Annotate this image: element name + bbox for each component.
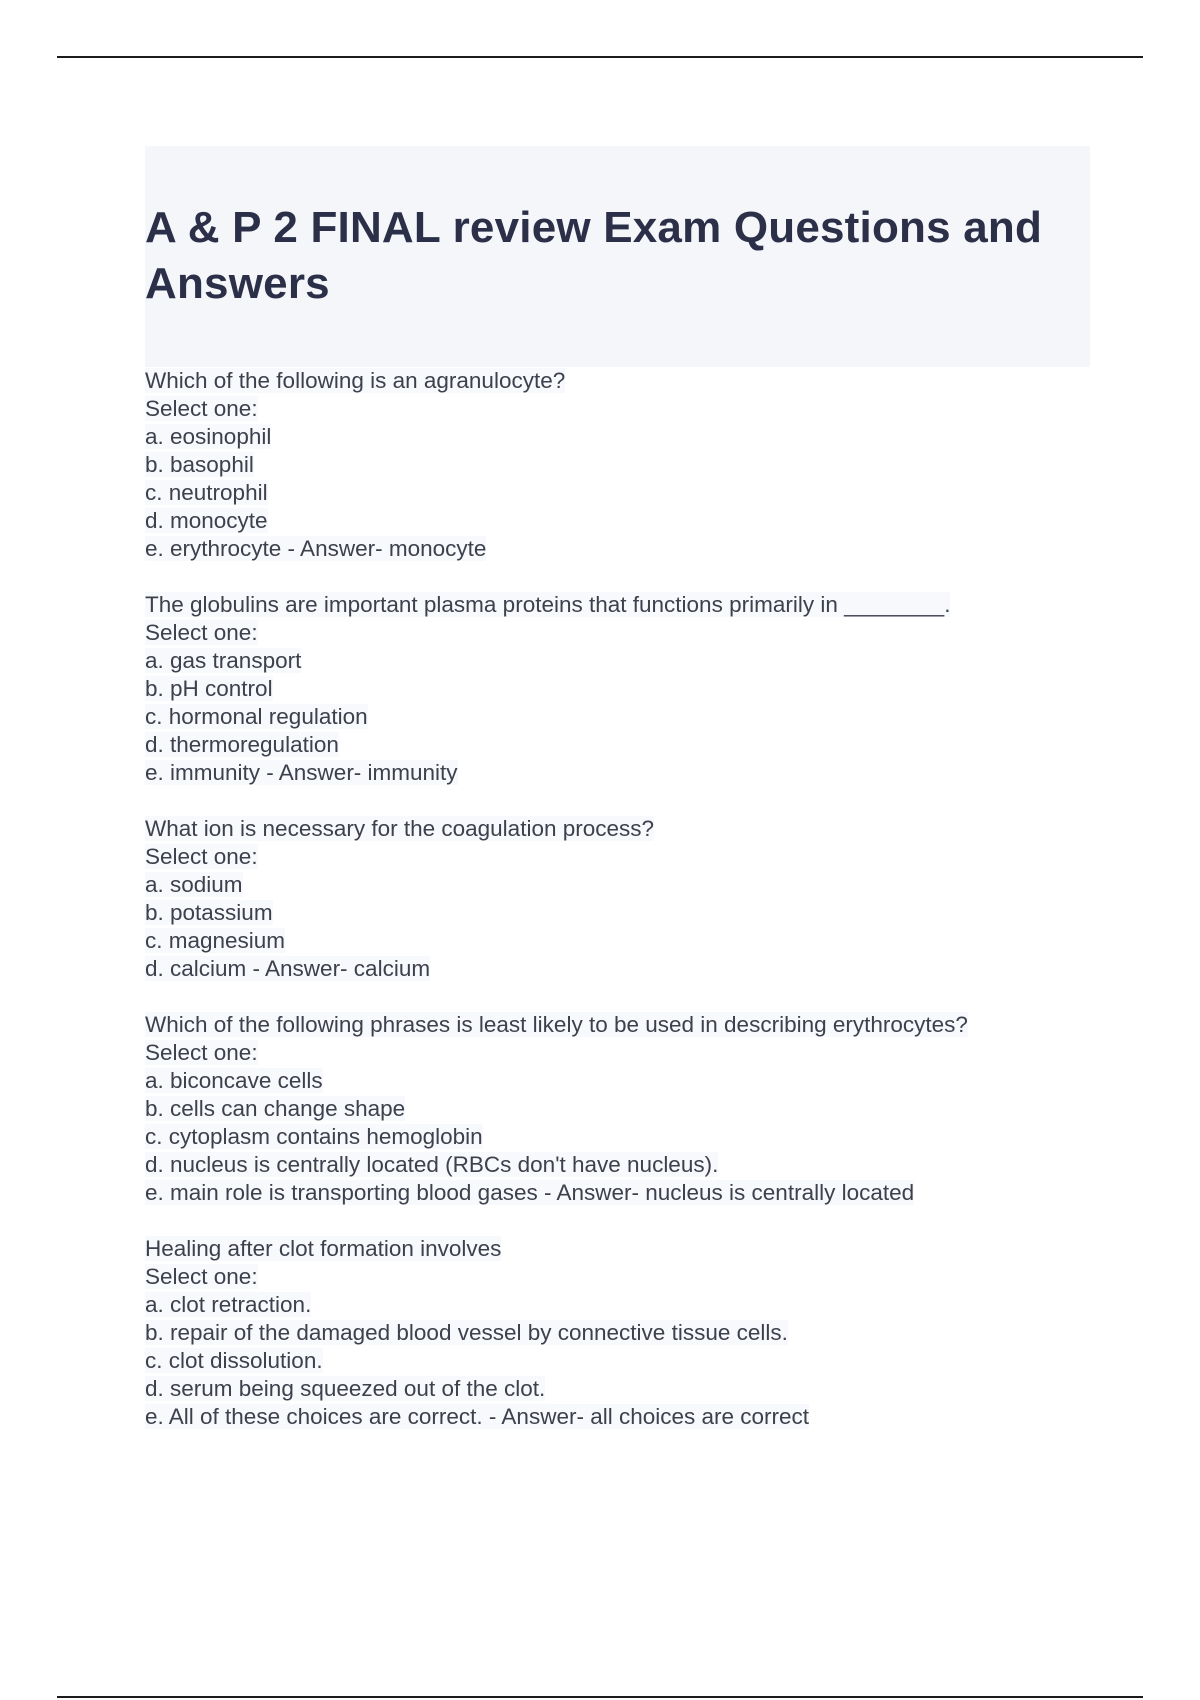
line-text: c. cytoplasm contains hemoglobin bbox=[145, 1124, 483, 1149]
answer-option bbox=[145, 899, 1090, 927]
answer-option bbox=[145, 1319, 1090, 1347]
line-text: b. cells can change shape bbox=[145, 1096, 406, 1121]
select-one-label bbox=[145, 619, 1090, 647]
select-one-label bbox=[145, 843, 1090, 871]
line-text: d. serum being squeezed out of the clot. bbox=[145, 1376, 546, 1401]
answer-option bbox=[145, 759, 1090, 787]
answer-option bbox=[145, 1095, 1090, 1123]
line-text: Healing after clot formation involves bbox=[145, 1236, 502, 1261]
answer-option bbox=[145, 1291, 1090, 1319]
question-text bbox=[145, 367, 1090, 395]
answer-option bbox=[145, 1347, 1090, 1375]
answer-option bbox=[145, 423, 1090, 451]
top-rule bbox=[57, 56, 1143, 58]
line-text: d. calcium - Answer- calcium bbox=[145, 956, 431, 981]
answer-option bbox=[145, 703, 1090, 731]
title-block bbox=[145, 146, 1090, 367]
line-text: b. pH control bbox=[145, 676, 273, 701]
line-text: d. nucleus is centrally located (RBCs don't have nucleus). bbox=[145, 1152, 719, 1177]
line-text: Select one: bbox=[145, 1264, 258, 1289]
answer-option bbox=[145, 731, 1090, 759]
question-text bbox=[145, 1011, 1090, 1039]
question-block bbox=[145, 815, 1090, 983]
select-one-label bbox=[145, 1039, 1090, 1067]
answer-option bbox=[145, 1375, 1090, 1403]
answer-option bbox=[145, 535, 1090, 563]
line-text: a. sodium bbox=[145, 872, 243, 897]
line-text: a. clot retraction. bbox=[145, 1292, 312, 1317]
answer-option bbox=[145, 1179, 1090, 1207]
answer-option bbox=[145, 451, 1090, 479]
line-text: b. potassium bbox=[145, 900, 273, 925]
answer-option bbox=[145, 1151, 1090, 1179]
answer-option bbox=[145, 1067, 1090, 1095]
question-text bbox=[145, 591, 1090, 619]
line-text: c. magnesium bbox=[145, 928, 286, 953]
select-one-label bbox=[145, 395, 1090, 423]
line-text: e. erythrocyte - Answer- monocyte bbox=[145, 536, 487, 561]
question-text bbox=[145, 1235, 1090, 1263]
line-text: e. immunity - Answer- immunity bbox=[145, 760, 458, 785]
answer-option bbox=[145, 507, 1090, 535]
answer-option bbox=[145, 647, 1090, 675]
line-text: a. biconcave cells bbox=[145, 1068, 323, 1093]
line-text: d. thermoregulation bbox=[145, 732, 339, 757]
line-text: e. All of these choices are correct. - Answer- all choices are correct bbox=[145, 1404, 810, 1429]
line-text: a. eosinophil bbox=[145, 424, 272, 449]
line-text: d. monocyte bbox=[145, 508, 268, 533]
line-text: a. gas transport bbox=[145, 648, 302, 673]
line-text: b. repair of the damaged blood vessel by connective tissue cells. bbox=[145, 1320, 788, 1345]
question-block bbox=[145, 591, 1090, 787]
answer-option bbox=[145, 871, 1090, 899]
question-text bbox=[145, 815, 1090, 843]
answer-option bbox=[145, 675, 1090, 703]
answer-option bbox=[145, 927, 1090, 955]
answer-option bbox=[145, 1123, 1090, 1151]
line-text: Select one: bbox=[145, 1040, 258, 1065]
answer-option bbox=[145, 479, 1090, 507]
page-title: A & P 2 FINAL review Exam Questions and Answers bbox=[145, 203, 1043, 308]
line-text: Select one: bbox=[145, 844, 258, 869]
question-block bbox=[145, 1235, 1090, 1431]
line-text: Which of the following phrases is least likely to be used in describing erythrocytes? bbox=[145, 1012, 968, 1037]
question-block bbox=[145, 1011, 1090, 1207]
line-text: c. neutrophil bbox=[145, 480, 268, 505]
line-text: The globulins are important plasma proteins that functions primarily in ________. bbox=[145, 592, 951, 617]
bottom-rule bbox=[57, 1696, 1143, 1698]
line-text: c. clot dissolution. bbox=[145, 1348, 323, 1373]
select-one-label bbox=[145, 1263, 1090, 1291]
line-text: Which of the following is an agranulocyte? bbox=[145, 368, 566, 393]
line-text: Select one: bbox=[145, 620, 258, 645]
line-text: b. basophil bbox=[145, 452, 254, 477]
document-body bbox=[145, 146, 1090, 1459]
answer-option bbox=[145, 1403, 1090, 1431]
line-text: What ion is necessary for the coagulation process? bbox=[145, 816, 655, 841]
question-list bbox=[145, 367, 1090, 1431]
line-text: Select one: bbox=[145, 396, 258, 421]
line-text: e. main role is transporting blood gases - Answer- nucleus is centrally located bbox=[145, 1180, 915, 1205]
answer-option bbox=[145, 955, 1090, 983]
question-block bbox=[145, 367, 1090, 563]
line-text: c. hormonal regulation bbox=[145, 704, 368, 729]
